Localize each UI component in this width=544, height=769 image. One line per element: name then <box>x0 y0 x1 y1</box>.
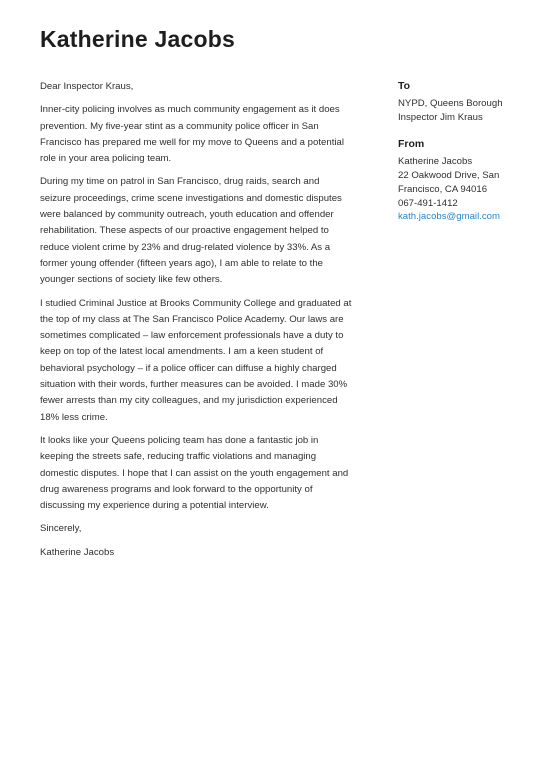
sender-phone: 067-491-1412 <box>398 197 458 209</box>
sender-name: Katherine Jacobs <box>398 156 473 168</box>
letter-paragraph-2: During my time on patrol in San Francisco, drug raids, search and seizure proceedings, crime scene investigations and domestic disputes were balanced by community outreach, youth education and offender rehabilitation. These aspects of our proactive engagement helped to reduce violent crime by 23% and drug-related violence by 33%. As a former young offender (fifteen years ago), I am able to relate to the younger sections of society like few others. <box>40 176 342 286</box>
sender-email-link[interactable]: kath.jacobs@gmail.com <box>398 211 500 223</box>
letter-closing: Sincerely, <box>40 523 82 535</box>
letter-paragraph-4: It looks like your Queens policing team has done a fantastic job in keeping the streets safe, reducing traffic violations and managing domestic disputes. I hope that I can assist on the youth engagement and drug awareness programs and look forward to the opportunity of discussing my experience during a potential interview. <box>40 434 349 512</box>
sender-heading: From <box>398 138 425 151</box>
recipient-block <box>398 79 538 124</box>
sender-address: 22 Oakwood Drive, San Francisco, CA 94016 <box>398 170 500 195</box>
contact-sidebar <box>398 79 538 237</box>
applicant-name: Katherine Jacobs <box>40 26 235 52</box>
letter-body <box>40 79 352 568</box>
letter-paragraph-3: I studied Criminal Justice at Brooks Community College and graduated at the top of my class at The San Francisco Police Academy. Our laws are sometimes complicated – law enforcement professionals have a duty to keep on top of the latest local amendments. I am a keen student of behavioral psychology – if a police officer can diffuse a highly charged situation with their words, further measures can be avoided. I made 30% fewer arrests than my city colleagues, and my jurisdiction experienced 18% less crime. <box>40 297 352 423</box>
letter-signature: Katherine Jacobs <box>40 546 115 558</box>
recipient-heading: To <box>398 80 411 92</box>
recipient-name: Inspector Jim Kraus <box>398 111 483 123</box>
letter-paragraph-1: Inner-city policing involves as much community engagement as it does prevention. My five-year stint as a community police officer in San Francisco has prepared me well for my move to Queens and a potential role in your area policing team. <box>40 104 344 165</box>
letter-greeting: Dear Inspector Kraus, <box>40 81 134 92</box>
sender-block <box>398 137 538 224</box>
recipient-organization: NYPD, Queens Borough <box>398 98 503 109</box>
